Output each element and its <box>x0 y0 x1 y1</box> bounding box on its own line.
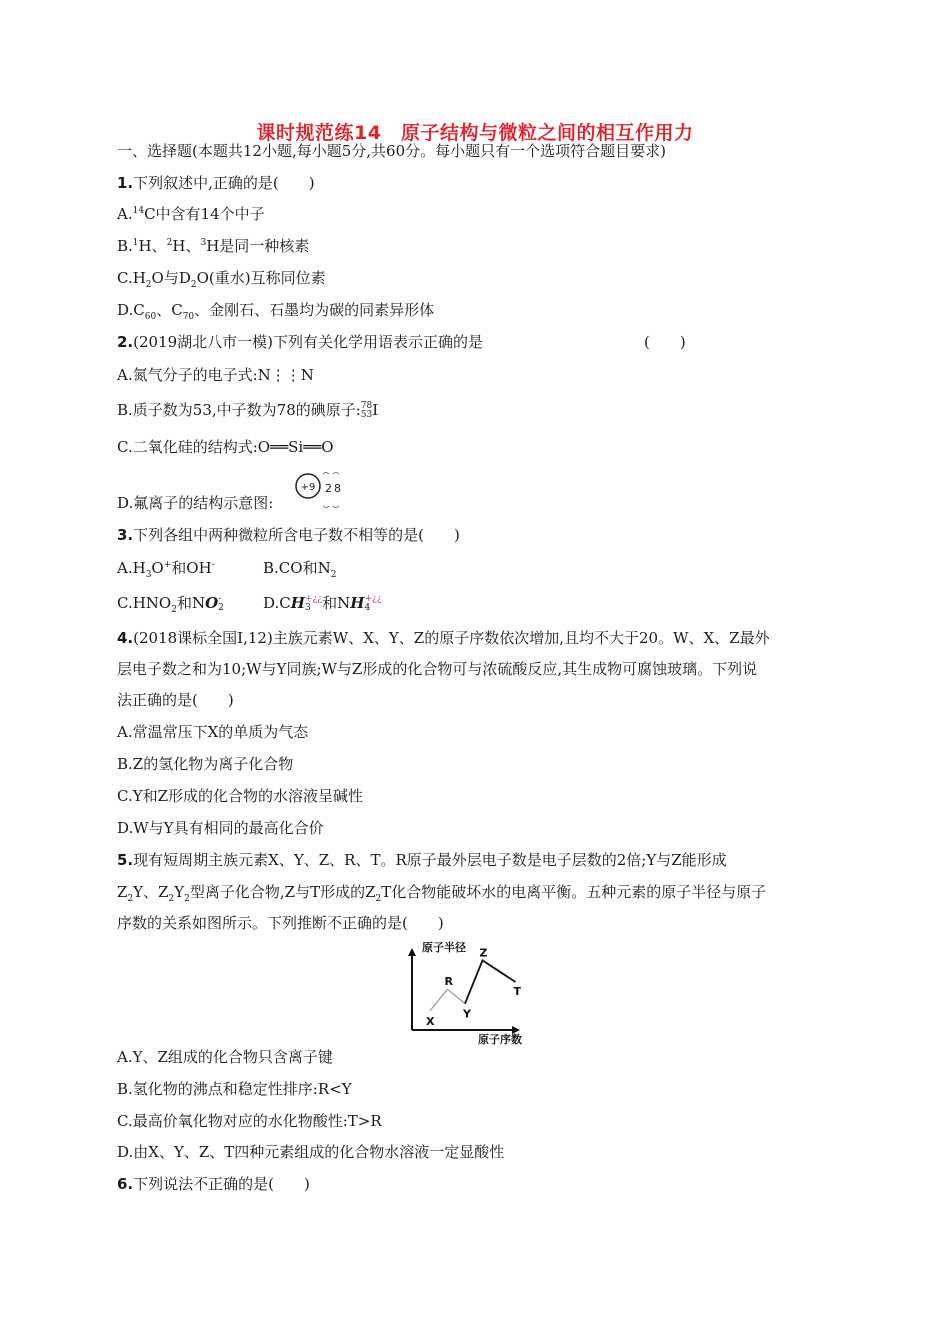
q1-option-d <box>117 300 434 320</box>
q5-option-c: C.最高价氧化物对应的水化物酸性:T>R <box>117 1112 382 1130</box>
charge: +¿¿ <box>364 594 382 604</box>
charge: + <box>163 560 172 570</box>
question-4 <box>117 628 770 648</box>
question-5-line-3: 序数的关系如图所示。下列推断不正确的是( ) <box>117 914 444 932</box>
series-line-segment <box>430 989 465 1011</box>
option-text: O <box>151 559 164 577</box>
q4-option-d: D.W与Y具有相同的最高化合价 <box>117 819 324 837</box>
option-text: O与D <box>151 269 191 287</box>
question-4-line-2: 层电子数之和为10;W与Y同族;W与Z形成的化合物可与浓硫酸反应,其生成物可腐蚀玻璃。下列说 <box>117 660 758 678</box>
subscript: 2 <box>145 280 152 290</box>
point-label-X: X <box>426 1014 435 1028</box>
subscript: 2 <box>375 894 382 904</box>
option-text: D.C <box>263 594 291 612</box>
ion-indices <box>305 595 322 613</box>
option-text: 、金刚石、石墨均为碳的同素异形体 <box>194 301 435 319</box>
question-6 <box>117 1174 310 1194</box>
ion-symbol: O <box>205 594 219 612</box>
option-text: B.CO和N <box>263 559 331 577</box>
subscript: 2 <box>330 570 337 580</box>
charge: - <box>218 594 222 604</box>
q3-option-a <box>117 558 215 578</box>
fluoride-ion-diagram <box>290 466 350 512</box>
question-stem: 现有短周期主族元素X、Y、Z、R、T。R原子最外层电子数是电子层数的2倍;Y与Z能形成 <box>133 851 727 869</box>
option-text: C.HNO <box>117 594 172 612</box>
subscript: 2 <box>190 280 197 290</box>
stem-text: 型离子化合物,Z与T形成的Z <box>189 883 376 901</box>
nucleus-charge: +9 <box>300 482 316 493</box>
element-symbol: I <box>372 401 379 419</box>
subscript: 2 <box>127 894 134 904</box>
q3-option-d <box>263 593 382 613</box>
option-text: 和N <box>176 594 206 612</box>
option-text: 和N <box>322 594 351 612</box>
q2-option-d: D.氟离子的结构示意图: <box>117 494 274 512</box>
subscript: 70 <box>182 312 195 322</box>
ion-indices <box>364 595 381 613</box>
series-line-segment <box>465 960 516 1003</box>
option-text: 、C <box>156 301 183 319</box>
point-label-T: T <box>513 985 522 998</box>
mass-number: 78 <box>360 401 373 411</box>
q4-option-b: B.Z的氢化物为离子化合物 <box>117 755 294 773</box>
question-5-line-2 <box>117 882 766 902</box>
shell-2-electrons: 8 <box>334 482 341 495</box>
atomic-number: 53 <box>360 410 373 420</box>
point-label-Y: Y <box>463 1007 471 1021</box>
question-number: 5. <box>117 851 134 869</box>
stem-text: Y <box>174 883 185 901</box>
q3-option-b <box>263 558 336 578</box>
q3-option-c <box>117 593 224 613</box>
option-text: C.H <box>117 269 146 287</box>
q5-option-b: B.氢化物的沸点和稳定性排序:R<Y <box>117 1080 352 1098</box>
option-text: H是同一种核素 <box>206 237 310 255</box>
subscript: 2 <box>168 894 175 904</box>
q1-option-b <box>117 236 309 256</box>
charge: - <box>211 560 215 570</box>
option-text: 和OH <box>171 559 212 577</box>
question-4-line-3: 法正确的是( ) <box>117 691 234 709</box>
stem-text: Z <box>117 883 128 901</box>
y-axis-arrow <box>408 948 416 956</box>
question-stem: (2018课标全国Ⅰ,12)主族元素W、X、Y、Z的原子序数依次增加,且均不大于20。W、X、Z最外 <box>133 629 770 647</box>
option-text: A. <box>117 205 133 223</box>
nuclide-numbers <box>361 402 372 420</box>
option-text: H、 <box>172 237 201 255</box>
answer-paren: ( ) <box>644 333 686 351</box>
q1-option-c <box>117 268 326 288</box>
subscript: 3 <box>145 570 152 580</box>
option-text: A.H <box>117 559 146 577</box>
subscript: 2 <box>184 894 190 904</box>
option-text: C中含有14个中子 <box>144 205 265 223</box>
q5-option-d: D.由X、Y、Z、T四种元素组成的化合物水溶液一定显酸性 <box>117 1143 505 1161</box>
option-text: D.C <box>117 301 145 319</box>
question-number: 3. <box>117 526 134 544</box>
charge: +¿¿ <box>304 594 323 604</box>
question-stem: 下列叙述中,正确的是( ) <box>133 174 315 192</box>
point-label-R: R <box>444 975 453 989</box>
chart-marks <box>426 946 522 1027</box>
subscript: 60 <box>144 312 157 322</box>
ion-symbol: H <box>350 594 365 612</box>
question-2 <box>117 332 483 352</box>
page-title: 课时规范练14 原子结构与微粒之间的相互作用力 <box>256 122 694 144</box>
option-text: B.质子数为53,中子数为78的碘原子: <box>117 401 361 419</box>
q2-option-a: A.氮气分子的电子式:N⋮⋮N <box>117 366 314 384</box>
question-number: 2. <box>117 333 134 351</box>
mass-number: 14 <box>132 206 145 216</box>
subscript: 2 <box>218 603 224 613</box>
mass-number: 1 <box>132 238 139 248</box>
ion-symbol: H <box>290 594 305 612</box>
question-5 <box>117 850 727 870</box>
q4-option-c: C.Y和Z形成的化合物的水溶液呈碱性 <box>117 787 364 805</box>
question-1 <box>117 173 315 193</box>
atomic-radius-chart <box>400 938 540 1050</box>
option-text: H、 <box>138 237 167 255</box>
subscript: 4 <box>364 603 371 613</box>
subscript: 3 <box>304 603 311 613</box>
ion-indices <box>218 595 224 613</box>
option-text: O(重水)互称同位素 <box>196 269 326 287</box>
point-label-Z: Z <box>479 946 488 960</box>
q2-option-c: C.二氧化硅的结构式:O══Si══O <box>117 438 334 456</box>
question-number: 1. <box>117 174 134 192</box>
q2-option-b <box>117 400 378 420</box>
mass-number: 3 <box>200 238 207 248</box>
option-text: B. <box>117 237 133 255</box>
question-stem: (2019湖北八市一模)下列有关化学用语表示正确的是 <box>133 333 484 351</box>
stem-text: T化合物能破坏水的电离平衡。五种元素的原子半径与原子 <box>381 883 767 901</box>
subscript: 2 <box>171 605 177 615</box>
y-axis-label: 原子半径 <box>422 941 466 954</box>
q4-option-a: A.常温常压下X的单质为气态 <box>117 723 309 741</box>
section-heading: 一、选择题(本题共12小题,每小题5分,共60分。每小题只有一个选项符合题目要求) <box>117 142 666 160</box>
stem-text: Y、Z <box>133 883 169 901</box>
mass-number: 2 <box>166 238 173 248</box>
q1-option-a <box>117 204 265 224</box>
x-axis-label: 原子序数 <box>478 1033 522 1046</box>
question-stem: 下列说法不正确的是( ) <box>133 1175 310 1193</box>
shell-1-electrons: 2 <box>325 482 332 495</box>
q5-option-a: A.Y、Z组成的化合物只含离子键 <box>117 1048 333 1066</box>
question-number: 6. <box>117 1175 134 1193</box>
question-3 <box>117 525 460 545</box>
question-stem: 下列各组中两种微粒所含电子数不相等的是( ) <box>133 526 460 544</box>
question-number: 4. <box>117 629 134 647</box>
